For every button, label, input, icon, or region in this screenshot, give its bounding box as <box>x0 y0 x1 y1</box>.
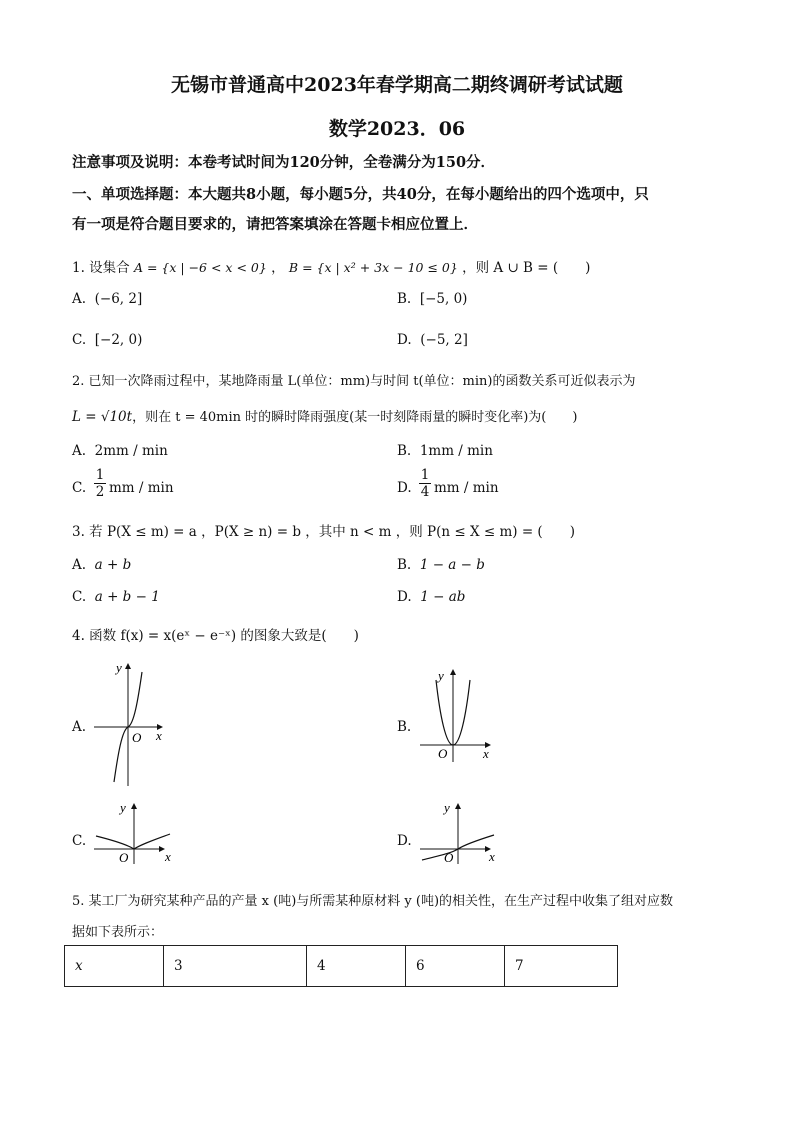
q4-option-d-label[interactable]: D. <box>397 833 412 849</box>
q3-option-a[interactable]: A. a + b <box>72 557 132 573</box>
q1-option-b[interactable]: B. [−5, 0) <box>397 291 468 307</box>
q4-graph-d[interactable] <box>418 798 508 868</box>
question-1 <box>72 256 590 276</box>
origin-label: O <box>119 850 129 865</box>
origin-label: O <box>132 730 142 745</box>
table-cell: 6 <box>406 946 505 987</box>
q1-option-d[interactable]: D. (−5, 2] <box>397 332 468 348</box>
section-heading-line2: 有一项是符合题目要求的，请把答案填涂在答题卡相应位置上． <box>72 216 478 233</box>
q5-line2: 据如下表所示： <box>72 925 164 940</box>
q4-graph-c[interactable] <box>92 798 182 868</box>
q2-option-b[interactable]: B. 1mm / min <box>397 443 493 459</box>
page-subtitle: 数学2023．06 <box>328 118 466 140</box>
y-label: y <box>120 800 126 815</box>
q4-option-b-label[interactable]: B. <box>397 719 412 735</box>
table-cell: 7 <box>505 946 618 987</box>
q1-set-b: B = {x | x² + 3x − 10 ≤ 0} <box>288 260 458 275</box>
curve <box>96 834 170 849</box>
origin-label: O <box>444 850 454 865</box>
q3-option-c[interactable]: C. a + b − 1 <box>72 589 160 605</box>
table-row <box>65 946 618 987</box>
q3-option-d[interactable]: D. 1 − ab <box>397 589 466 605</box>
q4-graph-b[interactable] <box>418 666 508 766</box>
origin-label: O <box>438 746 448 761</box>
q1-option-a[interactable]: A. (−6, 2] <box>72 291 143 307</box>
q2-option-a[interactable]: A. 2mm / min <box>72 443 168 459</box>
page-title: 无锡市普通高中2023年春学期高二期终调研考试试题 <box>171 74 623 96</box>
q3-option-b[interactable]: B. 1 − a − b <box>397 557 485 573</box>
q5-data-table <box>64 945 618 987</box>
table-cell: x <box>65 946 164 987</box>
q2-line1: 2. 已知一次降雨过程中，某地降雨量 L(单位：mm)与时间 t(单位：min)的函数关系可近似表示为 <box>72 374 636 389</box>
q2-line2-text: ，则在 t = 40min 时的瞬时降雨强度(某一时刻降雨量的瞬时变化率)为( ) <box>132 410 578 425</box>
q2-line2 <box>72 406 577 425</box>
q1-suffix: ，则 A ∪ B = ( ) <box>462 260 591 276</box>
q4-text: 4. 函数 f(x) = x(eˣ − e⁻ˣ) 的图象大致是( ) <box>72 628 359 644</box>
q3-text: 3. 若 P(X ≤ m) = a ，P(X ≥ n) = b ，其中 n < m ，则 P(n ≤ X ≤ m) = ( ) <box>72 524 575 540</box>
section-heading-line1: 一、单项选择题：本大题共8小题，每小题5分，共40分，在每小题给出的四个选项中，只 <box>72 186 649 203</box>
table-cell: 4 <box>307 946 406 987</box>
y-label: y <box>116 660 122 675</box>
x-label: x <box>483 746 489 761</box>
q4-option-c-label[interactable]: C. <box>72 833 87 849</box>
q2-formula: L = √10t <box>72 409 133 425</box>
x-label: x <box>489 849 495 864</box>
x-label: x <box>156 728 162 743</box>
q1-prefix: 1. 设集合 <box>72 260 130 276</box>
q4-graph-a[interactable] <box>92 658 182 788</box>
q1-sep: ， <box>271 260 285 276</box>
q1-set-a: A = {x | −6 < x < 0} <box>133 260 267 275</box>
q4-option-a-label[interactable]: A. <box>72 719 87 735</box>
q1-option-c[interactable]: C. [−2, 0) <box>72 332 143 348</box>
y-label: y <box>438 668 444 683</box>
table-cell: 3 <box>164 946 307 987</box>
y-label: y <box>444 800 450 815</box>
notice-text: 注意事项及说明：本卷考试时间为120分钟，全卷满分为150分． <box>72 154 496 171</box>
x-label: x <box>165 849 171 864</box>
q5-line1: 5. 某工厂为研究某种产品的产量 x (吨)与所需某种原材料 y (吨)的相关性，在生产过程中收集了组对应数 <box>72 894 674 909</box>
